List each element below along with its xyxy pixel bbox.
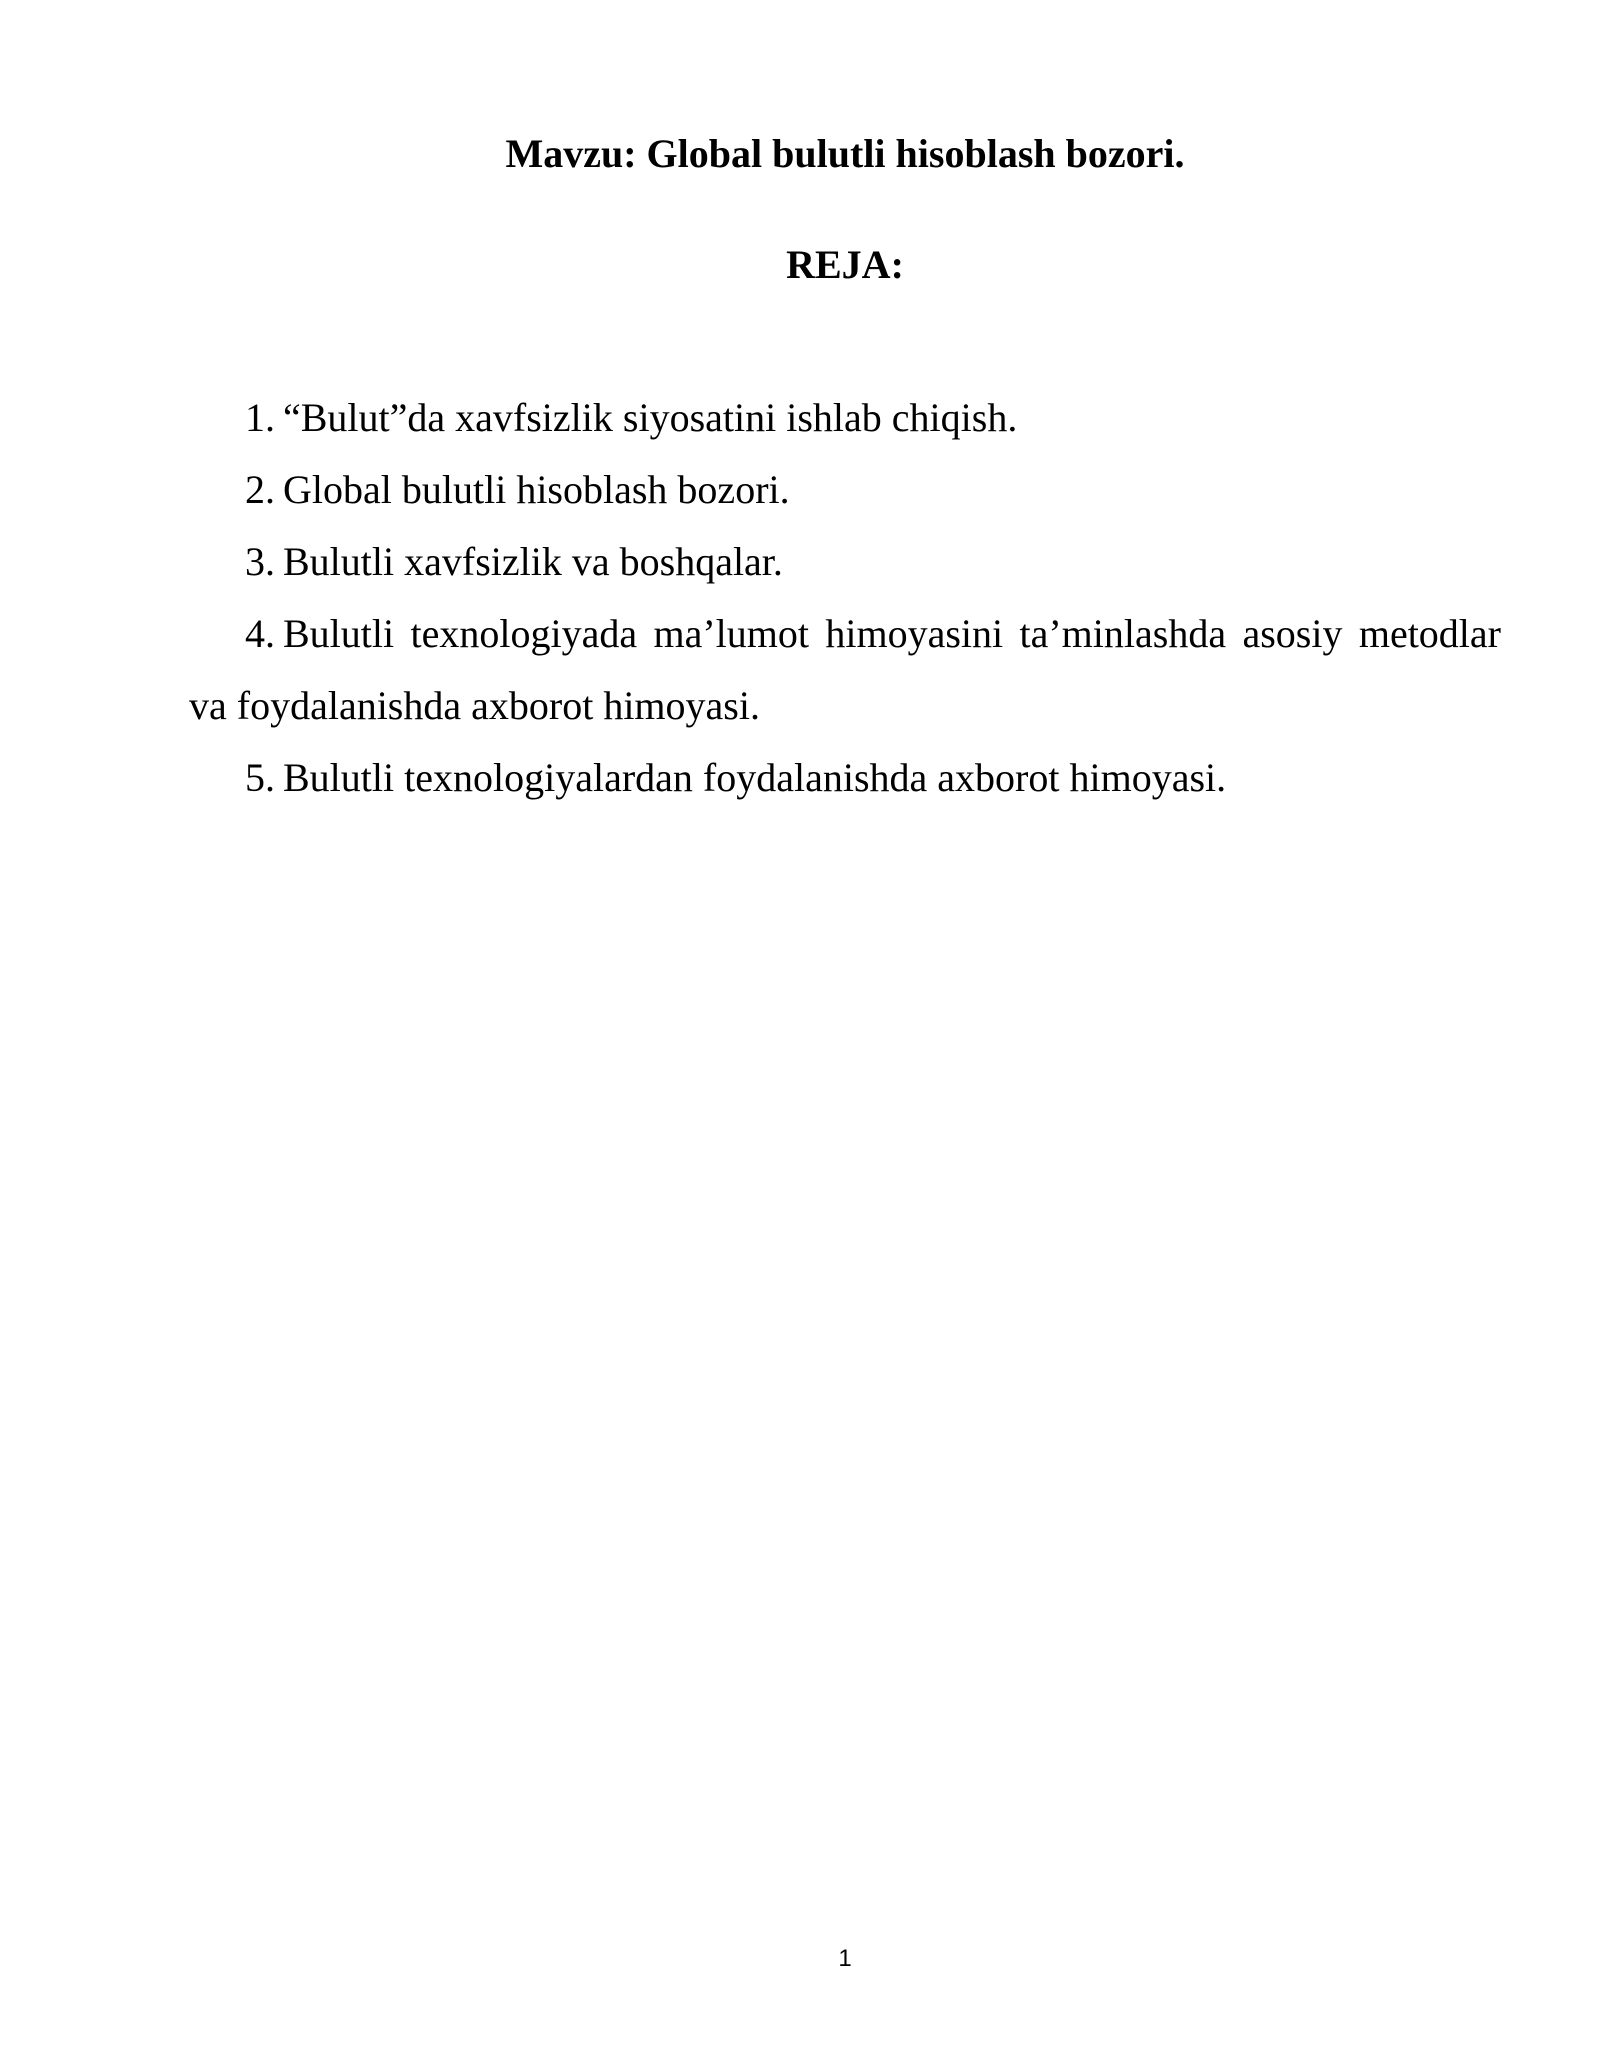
- list-item-number: 3.: [245, 539, 275, 584]
- list-item: [189, 454, 1501, 526]
- list-item-number: 5.: [245, 755, 275, 800]
- list-item-text: Bulutli texnologiyalardan foydalanishda axborot himoyasi.: [283, 755, 1227, 800]
- plan-heading: REJA:: [786, 242, 904, 287]
- list-item-number: 2.: [245, 467, 275, 512]
- document-title: Mavzu: Global bulutli hisoblash bozori.: [505, 131, 1185, 176]
- page-number: 1: [838, 1945, 852, 1972]
- list-item-text: Bulutli texnologiyada ma’lumot himoyasini ta’minlashda asosiy metodlar va foydalanishda axborot himoyasi.: [189, 611, 1501, 728]
- plan-list: [189, 382, 1501, 814]
- list-item-text: Bulutli xavfsizlik va boshqalar.: [283, 539, 783, 584]
- list-item: [189, 742, 1501, 814]
- list-item-text: “Bulut”da xavfsizlik siyosatini ishlab chiqish.: [283, 395, 1018, 440]
- list-item-number: 1.: [245, 395, 275, 440]
- list-item-number: 4.: [245, 611, 275, 656]
- list-item: [189, 598, 1501, 742]
- list-item: [189, 382, 1501, 454]
- list-item-text: Global bulutli hisoblash bozori.: [283, 467, 790, 512]
- list-item: [189, 526, 1501, 598]
